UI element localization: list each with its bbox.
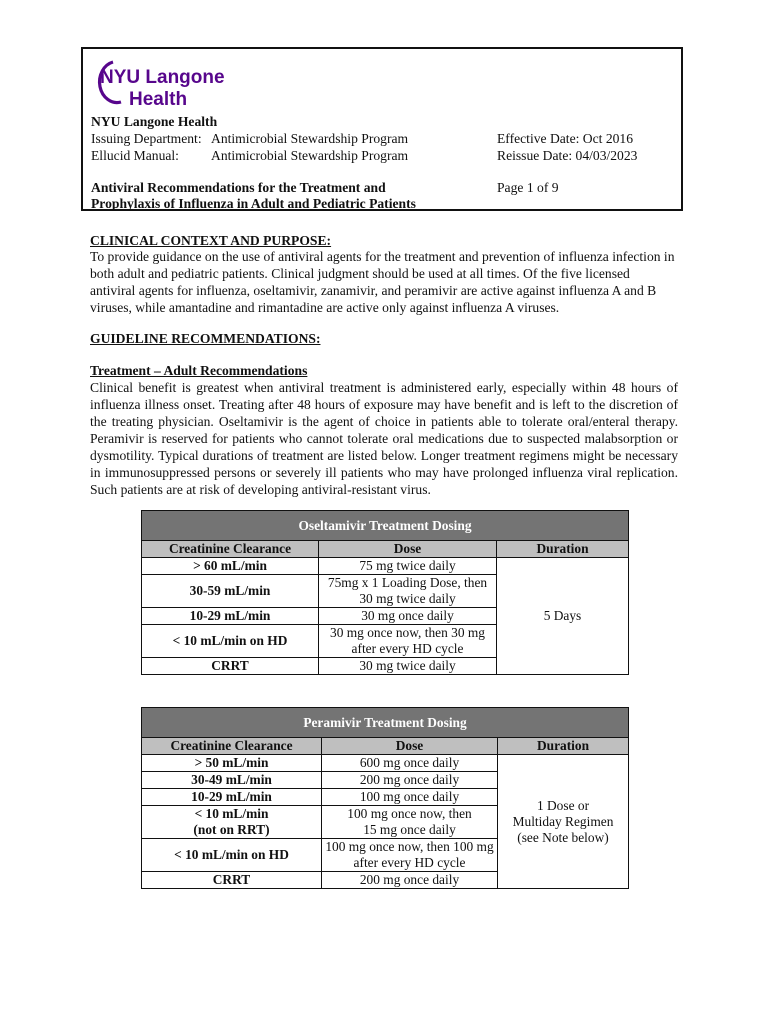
logo-line1: NYU Langone xyxy=(100,67,225,88)
context-heading: CLINICAL CONTEXT AND PURPOSE: xyxy=(90,233,332,248)
duration-cell: 5 Days xyxy=(497,558,629,675)
dose-cell: 600 mg once daily xyxy=(322,755,498,772)
column-header-creatinine: Creatinine Clearance xyxy=(142,541,319,558)
page-number: Page 1 of 9 xyxy=(497,180,559,195)
dose-line: 100 mg once now, then xyxy=(347,806,472,821)
dose-line: 15 mg once daily xyxy=(363,822,456,837)
duration-line: (see Note below) xyxy=(517,829,609,845)
issuing-department-label: Issuing Department: xyxy=(91,131,202,146)
peramivir-dosing-table xyxy=(141,707,629,889)
dose-cell: 75mg x 1 Loading Dose, then 30 mg twice daily xyxy=(319,575,497,608)
creatinine-cell: 10-29 mL/min xyxy=(142,789,322,806)
document-header xyxy=(81,47,683,211)
column-header-creatinine: Creatinine Clearance xyxy=(142,738,322,755)
dose-cell: 200 mg once daily xyxy=(322,772,498,789)
treatment-paragraph: Clinical benefit is greatest when antiviral treatment is administered early, especially within 48 hours of influenza illness onset. Treating after 48 hours of exposure may have benefit and is left to the discretion of the treating physician. Oseltamivir is the agent of choice in patients able to tolerate oral/enteral therapy. Peramivir is reserved for patients who cannot tolerate oral medications due to suspected malabsorption or dysmotility. Typical durations of treatment are listed below. Longer treatment regimens might be necessary in immunosuppressed persons or severely ill patients who may have prolonged influenza viral replication. Such patients are at risk of developing antiviral-resistant virus. xyxy=(90,380,678,497)
column-header-dose: Dose xyxy=(322,738,498,755)
creatinine-line: (not on RRT) xyxy=(193,822,270,837)
dose-cell: 100 mg once now, then 100 mg after every HD cycle xyxy=(322,839,498,872)
creatinine-cell: CRRT xyxy=(142,658,319,675)
dose-cell: 30 mg once now, then 30 mg after every HD cycle xyxy=(319,625,497,658)
treatment-heading: Treatment – Adult Recommendations xyxy=(90,363,308,378)
creatinine-cell: < 10 mL/min on HD xyxy=(142,839,322,872)
creatinine-cell: 30-49 mL/min xyxy=(142,772,322,789)
dose-cell: 30 mg twice daily xyxy=(319,658,497,675)
org-name: NYU Langone Health xyxy=(91,114,218,129)
manual-value: Antimicrobial Stewardship Program xyxy=(211,148,409,163)
issuing-department-value: Antimicrobial Stewardship Program xyxy=(211,131,409,146)
table-row xyxy=(142,558,629,575)
peramivir-table-title: Peramivir Treatment Dosing xyxy=(142,708,629,738)
dose-cell: 30 mg once daily xyxy=(319,608,497,625)
creatinine-line: < 10 mL/min xyxy=(194,806,269,821)
column-header-dose: Dose xyxy=(319,541,497,558)
effective-date: Effective Date: Oct 2016 xyxy=(497,131,634,146)
document-title-line2: Prophylaxis of Influenza in Adult and Pediatric Patients xyxy=(91,196,416,211)
creatinine-cell: > 50 mL/min xyxy=(142,755,322,772)
creatinine-cell: < 10 mL/min on HD xyxy=(142,625,319,658)
column-header-duration: Duration xyxy=(497,541,629,558)
creatinine-cell: 30-59 mL/min xyxy=(142,575,319,608)
oseltamivir-table-title: Oseltamivir Treatment Dosing xyxy=(142,511,629,541)
creatinine-cell xyxy=(142,806,322,839)
column-header-duration: Duration xyxy=(498,738,629,755)
creatinine-cell: > 60 mL/min xyxy=(142,558,319,575)
creatinine-cell: 10-29 mL/min xyxy=(142,608,319,625)
oseltamivir-dosing-table xyxy=(141,510,629,675)
context-paragraph: To provide guidance on the use of antiviral agents for the treatment and prevention of influenza infection in both adult and pediatric patients. Clinical judgment should be used at all times. Of the five licensed antiviral agents for influenza, oseltamivir, zanamivir, and peramivir are active against influenza A and B viruses, while amantadine and rimantadine are active only against influenza A viruses. xyxy=(90,249,675,315)
duration-line: 1 Dose or xyxy=(536,797,590,813)
creatinine-cell: CRRT xyxy=(142,872,322,889)
reissue-date: Reissue Date: 04/03/2023 xyxy=(497,148,638,163)
guideline-heading: GUIDELINE RECOMMENDATIONS: xyxy=(90,331,321,346)
duration-cell xyxy=(498,755,629,889)
nyu-langone-logo xyxy=(91,55,231,111)
manual-label: Ellucid Manual: xyxy=(91,148,179,163)
dose-cell: 200 mg once daily xyxy=(322,872,498,889)
dose-cell xyxy=(322,806,498,839)
duration-line: Multiday Regimen xyxy=(512,813,614,829)
table-row xyxy=(142,755,629,772)
dose-cell: 100 mg once daily xyxy=(322,789,498,806)
logo-line2: Health xyxy=(129,89,188,110)
document-title-line1: Antiviral Recommendations for the Treatment and xyxy=(91,180,386,195)
dose-cell: 75 mg twice daily xyxy=(319,558,497,575)
